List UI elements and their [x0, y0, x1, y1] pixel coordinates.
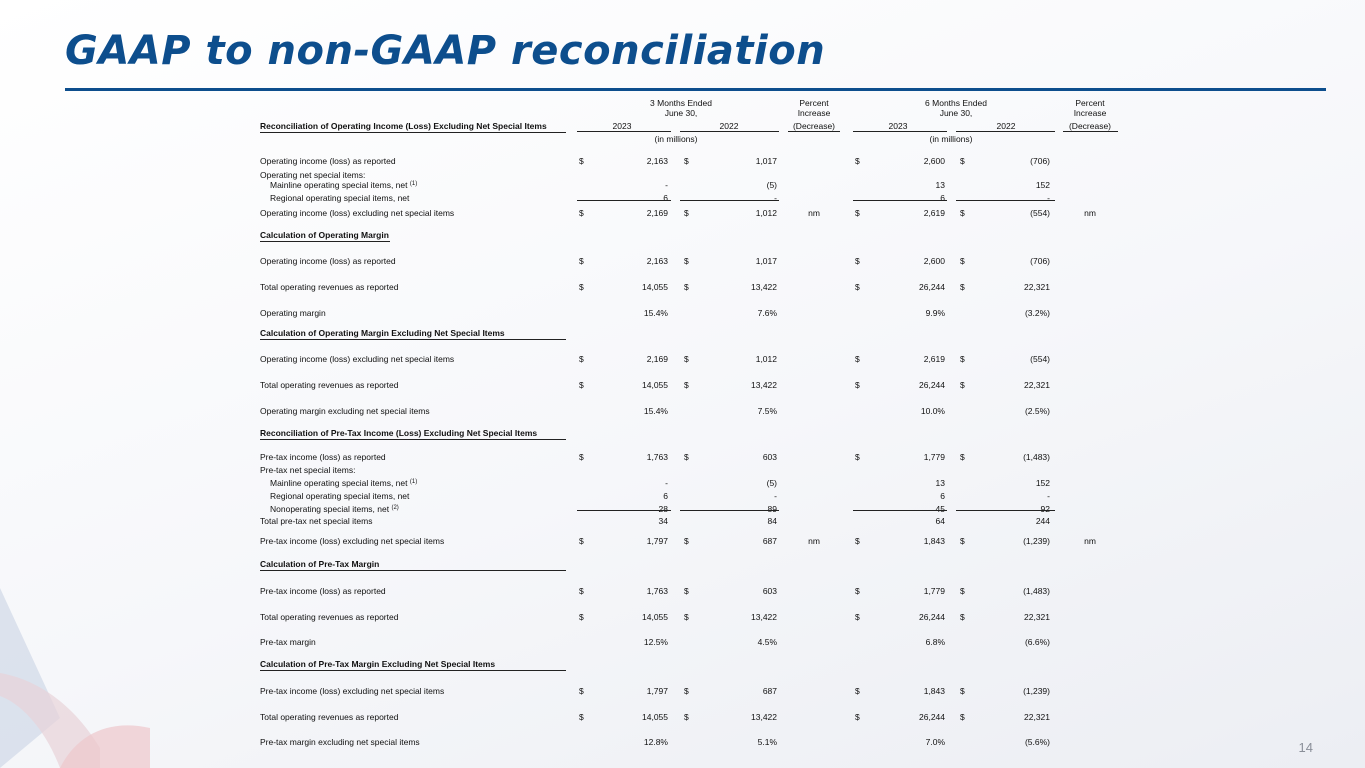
value-2022-6m: 22,321 — [1024, 712, 1050, 722]
in-millions-3m: (in millions) — [654, 134, 698, 144]
row-label-text: Operating net special items: — [260, 170, 366, 180]
percent-change-6m: nm — [1084, 536, 1096, 546]
dollar-sign: $ — [855, 686, 860, 696]
value-2022-6m: (5.6%) — [1024, 737, 1050, 747]
row-label — [260, 712, 398, 722]
row-label-text: Pre-tax income (loss) excluding net special items — [260, 686, 445, 696]
row-label-text: Total operating revenues as reported — [260, 380, 399, 390]
value-2023-6m: 6 — [940, 491, 945, 501]
dollar-sign: $ — [960, 156, 965, 166]
header-year-2023-6m: 2023 — [888, 121, 908, 131]
page-title: GAAP to non-GAAP reconciliation — [65, 28, 826, 74]
dollar-sign: $ — [855, 354, 860, 364]
col-underline — [956, 131, 1055, 132]
section-title: Reconciliation of Operating Income (Loss) Excluding Net Special Items — [260, 121, 547, 131]
row-label-text: Calculation of Operating Margin Excluding Net Special Items — [260, 328, 505, 338]
value-2023-6m: 26,244 — [919, 282, 945, 292]
value-2022-6m: (1,239) — [1023, 686, 1050, 696]
dollar-sign: $ — [684, 686, 689, 696]
value-2022-6m: - — [1047, 193, 1050, 203]
row-label — [270, 193, 409, 203]
row-label-text: Regional operating special items, net — [270, 491, 410, 501]
value-2023-6m: 26,244 — [919, 380, 945, 390]
value-2023-6m: 2,600 — [923, 156, 945, 166]
header-year-2023-3m: 2023 — [612, 121, 632, 131]
value-2023-3m: 12.5% — [643, 637, 668, 647]
col-underline — [577, 131, 671, 132]
row-label — [260, 659, 495, 669]
header-year-2022-6m: 2022 — [996, 121, 1016, 131]
title-divider — [65, 88, 1326, 91]
row-label-text: Operating margin excluding net special items — [260, 406, 430, 416]
row-label — [260, 156, 396, 166]
row-label-text: Reconciliation of Pre-Tax Income (Loss) Excluding Net Special Items — [260, 428, 538, 438]
value-2023-6m: 2,619 — [923, 208, 945, 218]
value-2022-3m: 1,012 — [755, 354, 777, 364]
value-2022-6m: 22,321 — [1024, 282, 1050, 292]
value-2023-3m: 14,055 — [642, 612, 668, 622]
value-2022-6m: (1,483) — [1023, 452, 1050, 462]
value-2023-3m: 14,055 — [642, 712, 668, 722]
subtotal-line — [680, 510, 779, 511]
value-2023-3m: - — [665, 180, 668, 190]
row-label — [260, 516, 372, 526]
row-label — [260, 637, 316, 647]
header-june30-3m: June 30, — [664, 108, 698, 118]
header-year-2022-3m: 2022 — [719, 121, 739, 131]
value-2022-3m: 84 — [767, 516, 777, 526]
value-2023-3m: 1,763 — [646, 586, 668, 596]
row-label-text: Operating income (loss) excluding net special items — [260, 354, 455, 364]
value-2023-6m: 13 — [935, 180, 945, 190]
row-label — [260, 428, 537, 438]
value-2023-3m: 14,055 — [642, 282, 668, 292]
value-2022-3m: 1,012 — [755, 208, 777, 218]
header-increase-3m: Increase — [797, 108, 831, 118]
value-2022-6m: 152 — [1035, 180, 1050, 190]
footnote-marker: (2) — [391, 505, 399, 511]
value-2023-3m: 2,163 — [646, 156, 668, 166]
dollar-sign: $ — [855, 586, 860, 596]
dollar-sign: $ — [684, 208, 689, 218]
value-2023-3m: 15.4% — [643, 308, 668, 318]
header-percent-6m: Percent — [1075, 98, 1105, 108]
dollar-sign: $ — [579, 256, 584, 266]
row-label — [270, 180, 417, 190]
value-2022-6m: 92 — [1040, 504, 1050, 514]
dollar-sign: $ — [579, 712, 584, 722]
value-2022-3m: 13,422 — [751, 612, 777, 622]
value-2023-6m: 13 — [935, 478, 945, 488]
row-label — [260, 380, 398, 390]
dollar-sign: $ — [960, 282, 965, 292]
dollar-sign: $ — [579, 208, 584, 218]
dollar-sign: $ — [579, 586, 584, 596]
value-2022-6m: (1,483) — [1023, 586, 1050, 596]
row-label-text: Pre-tax margin excluding net special items — [260, 737, 420, 747]
dollar-sign: $ — [855, 712, 860, 722]
value-2022-6m: (706) — [1030, 156, 1050, 166]
section-heading-underline — [260, 439, 566, 440]
dollar-sign: $ — [684, 452, 689, 462]
value-2022-3m: 13,422 — [751, 282, 777, 292]
value-2022-3m: 89 — [767, 504, 777, 514]
row-label — [260, 612, 398, 622]
dollar-sign: $ — [960, 256, 965, 266]
dollar-sign: $ — [579, 380, 584, 390]
value-2023-3m: 1,797 — [646, 686, 668, 696]
dollar-sign: $ — [855, 536, 860, 546]
subtotal-line — [956, 510, 1055, 511]
row-label — [260, 686, 444, 696]
col-underline — [1063, 131, 1118, 132]
section-heading-underline — [260, 241, 390, 242]
dollar-sign: $ — [579, 686, 584, 696]
row-label — [260, 406, 430, 416]
dollar-sign: $ — [855, 612, 860, 622]
value-2023-6m: 7.0% — [925, 737, 945, 747]
value-2022-6m: (3.2%) — [1024, 308, 1050, 318]
row-label — [260, 230, 389, 240]
value-2022-6m: (6.6%) — [1024, 637, 1050, 647]
dollar-sign: $ — [960, 686, 965, 696]
row-label-text: Total operating revenues as reported — [260, 712, 399, 722]
value-2022-3m: (5) — [766, 478, 777, 488]
value-2023-6m: 6.8% — [925, 637, 945, 647]
row-label-text: Total operating revenues as reported — [260, 282, 399, 292]
row-label — [270, 504, 399, 514]
subtotal-line — [956, 200, 1055, 201]
subtotal-line — [680, 200, 779, 201]
value-2022-3m: 687 — [762, 686, 777, 696]
subtotal-line — [577, 510, 671, 511]
value-2022-6m: (554) — [1030, 208, 1050, 218]
row-label-text: Nonoperating special items, net — [270, 504, 390, 514]
row-label-text: Operating income (loss) as reported — [260, 156, 396, 166]
value-2023-3m: 1,763 — [646, 452, 668, 462]
value-2023-3m: 34 — [658, 516, 668, 526]
value-2023-6m: 45 — [935, 504, 945, 514]
value-2023-3m: 15.4% — [643, 406, 668, 416]
row-label — [260, 452, 386, 462]
header-increase-6m: Increase — [1073, 108, 1107, 118]
section-heading-underline — [260, 670, 566, 671]
header-decrease-3m: (Decrease) — [792, 121, 836, 131]
value-2023-3m: 2,169 — [646, 208, 668, 218]
header-percent-3m: Percent — [799, 98, 829, 108]
value-2023-3m: 2,169 — [646, 354, 668, 364]
logo-decoration — [0, 588, 150, 768]
header-6-months: 6 Months Ended — [925, 98, 987, 108]
dollar-sign: $ — [960, 354, 965, 364]
row-label-text: Mainline operating special items, net — [270, 478, 408, 488]
value-2022-3m: 603 — [762, 586, 777, 596]
value-2023-6m: 1,843 — [923, 536, 945, 546]
dollar-sign: $ — [855, 208, 860, 218]
dollar-sign: $ — [579, 612, 584, 622]
value-2022-3m: 603 — [762, 452, 777, 462]
value-2023-3m: - — [665, 478, 668, 488]
dollar-sign: $ — [960, 586, 965, 596]
subtotal-line — [853, 510, 947, 511]
dollar-sign: $ — [684, 612, 689, 622]
value-2023-6m: 1,779 — [923, 452, 945, 462]
value-2022-3m: - — [774, 193, 777, 203]
subtotal-line — [577, 200, 671, 201]
value-2023-6m: 6 — [940, 193, 945, 203]
dollar-sign: $ — [684, 380, 689, 390]
subtotal-line — [853, 200, 947, 201]
row-label — [260, 559, 379, 569]
value-2022-3m: 7.6% — [757, 308, 777, 318]
row-label — [260, 586, 386, 596]
row-label-text: Total operating revenues as reported — [260, 612, 399, 622]
value-2022-3m: (5) — [766, 180, 777, 190]
value-2023-6m: 26,244 — [919, 712, 945, 722]
footnote-marker: (1) — [409, 181, 418, 187]
header-june30-6m: June 30, — [939, 108, 973, 118]
percent-change-3m: nm — [808, 208, 820, 218]
value-2022-6m: 22,321 — [1024, 612, 1050, 622]
value-2023-6m: 9.9% — [925, 308, 945, 318]
value-2022-3m: 1,017 — [755, 156, 777, 166]
dollar-sign: $ — [960, 380, 965, 390]
dollar-sign: $ — [960, 712, 965, 722]
value-2022-6m: (554) — [1030, 354, 1050, 364]
dollar-sign: $ — [855, 380, 860, 390]
dollar-sign: $ — [855, 156, 860, 166]
dollar-sign: $ — [855, 256, 860, 266]
value-2022-6m: (706) — [1030, 256, 1050, 266]
row-label-text: Calculation of Operating Margin — [260, 230, 389, 240]
section-heading-underline — [260, 570, 566, 571]
row-label — [260, 282, 398, 292]
value-2023-3m: 12.8% — [643, 737, 668, 747]
value-2022-3m: - — [774, 491, 777, 501]
row-label — [260, 170, 365, 180]
value-2023-6m: 1,779 — [923, 586, 945, 596]
row-label — [270, 491, 409, 501]
row-label — [260, 737, 420, 747]
header-decrease-6m: (Decrease) — [1068, 121, 1112, 131]
value-2023-6m: 2,600 — [923, 256, 945, 266]
row-label — [260, 354, 454, 364]
row-label — [260, 328, 505, 338]
row-label — [260, 536, 444, 546]
value-2023-3m: 28 — [658, 504, 668, 514]
value-2022-6m: 22,321 — [1024, 380, 1050, 390]
value-2023-3m: 1,797 — [646, 536, 668, 546]
dollar-sign: $ — [684, 256, 689, 266]
row-label-text: Regional operating special items, net — [270, 193, 410, 203]
percent-change-6m: nm — [1084, 208, 1096, 218]
value-2022-6m: 244 — [1035, 516, 1050, 526]
dollar-sign: $ — [684, 354, 689, 364]
value-2022-6m: 152 — [1035, 478, 1050, 488]
row-label-text: Operating income (loss) excluding net special items — [260, 208, 455, 218]
dollar-sign: $ — [684, 712, 689, 722]
footnote-marker: (1) — [409, 479, 418, 485]
value-2022-3m: 7.5% — [757, 406, 777, 416]
dollar-sign: $ — [960, 612, 965, 622]
value-2022-6m: (2.5%) — [1024, 406, 1050, 416]
value-2023-6m: 10.0% — [920, 406, 945, 416]
section-title-underline — [260, 132, 566, 133]
value-2023-6m: 64 — [935, 516, 945, 526]
dollar-sign: $ — [855, 452, 860, 462]
row-label — [260, 465, 355, 475]
value-2023-3m: 6 — [663, 491, 668, 501]
value-2023-6m: 26,244 — [919, 612, 945, 622]
dollar-sign: $ — [960, 452, 965, 462]
row-label — [270, 478, 417, 488]
row-label-text: Total pre-tax net special items — [260, 516, 373, 526]
dollar-sign: $ — [579, 156, 584, 166]
col-underline — [680, 131, 779, 132]
col-underline — [788, 131, 840, 132]
dollar-sign: $ — [684, 586, 689, 596]
value-2022-3m: 13,422 — [751, 380, 777, 390]
col-underline — [853, 131, 947, 132]
dollar-sign: $ — [684, 156, 689, 166]
row-label-text: Calculation of Pre-Tax Margin Excluding Net Special Items — [260, 659, 496, 669]
row-label-text: Pre-tax margin — [260, 637, 316, 647]
value-2022-6m: - — [1047, 491, 1050, 501]
dollar-sign: $ — [684, 536, 689, 546]
value-2023-3m: 6 — [663, 193, 668, 203]
row-label-text: Pre-tax income (loss) excluding net special items — [260, 536, 445, 546]
row-label-text: Mainline operating special items, net — [270, 180, 408, 190]
dollar-sign: $ — [579, 282, 584, 292]
section-heading-underline — [260, 339, 566, 340]
value-2022-3m: 5.1% — [757, 737, 777, 747]
page-number: 14 — [1298, 740, 1313, 755]
value-2023-3m: 14,055 — [642, 380, 668, 390]
row-label-text: Operating margin — [260, 308, 326, 318]
value-2023-6m: 1,843 — [923, 686, 945, 696]
row-label-text: Pre-tax income (loss) as reported — [260, 586, 386, 596]
value-2022-3m: 4.5% — [757, 637, 777, 647]
dollar-sign: $ — [684, 282, 689, 292]
dollar-sign: $ — [855, 282, 860, 292]
in-millions-6m: (in millions) — [929, 134, 973, 144]
header-3-months: 3 Months Ended — [650, 98, 712, 108]
value-2022-6m: (1,239) — [1023, 536, 1050, 546]
row-label-text: Pre-tax net special items: — [260, 465, 356, 475]
value-2022-3m: 687 — [762, 536, 777, 546]
row-label — [260, 308, 326, 318]
dollar-sign: $ — [579, 536, 584, 546]
row-label — [260, 208, 454, 218]
row-label — [260, 256, 396, 266]
dollar-sign: $ — [579, 354, 584, 364]
percent-change-3m: nm — [808, 536, 820, 546]
dollar-sign: $ — [960, 208, 965, 218]
row-label-text: Pre-tax income (loss) as reported — [260, 452, 386, 462]
row-label-text: Calculation of Pre-Tax Margin — [260, 559, 380, 569]
value-2022-3m: 1,017 — [755, 256, 777, 266]
value-2022-3m: 13,422 — [751, 712, 777, 722]
row-label-text: Operating income (loss) as reported — [260, 256, 396, 266]
dollar-sign: $ — [960, 536, 965, 546]
value-2023-6m: 2,619 — [923, 354, 945, 364]
dollar-sign: $ — [579, 452, 584, 462]
value-2023-3m: 2,163 — [646, 256, 668, 266]
